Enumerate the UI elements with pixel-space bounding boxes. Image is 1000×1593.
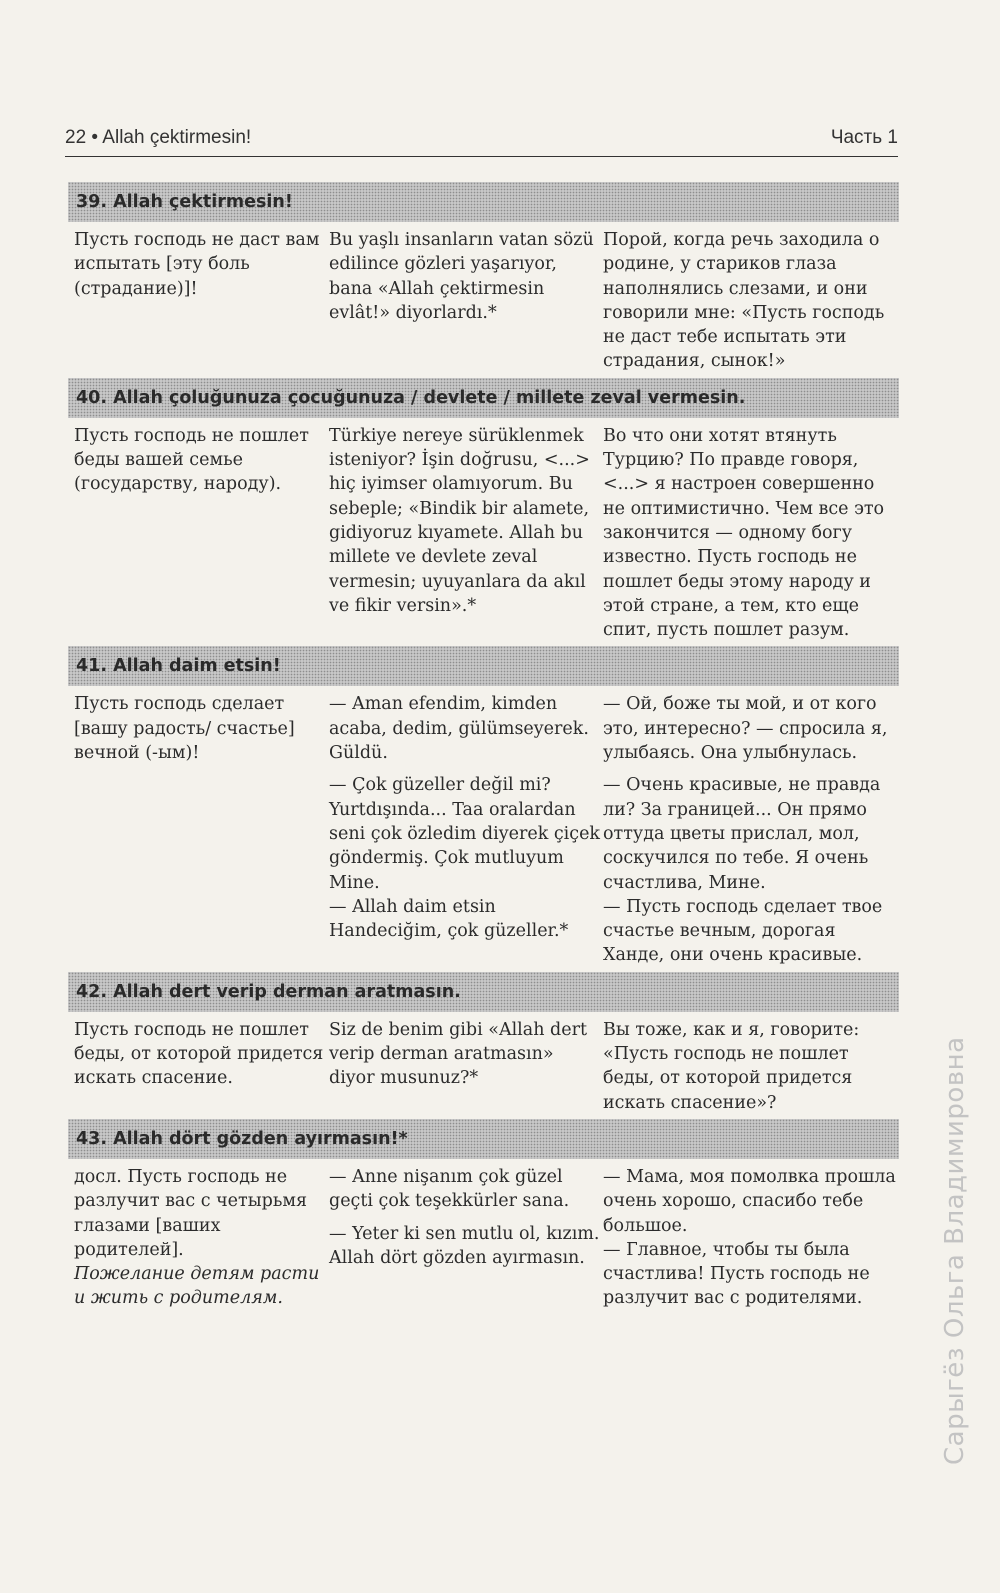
meaning-text: Пусть господь сделает [вашу радость/ счастье] вечной (-ым)! — [74, 694, 295, 764]
entry-row — [68, 222, 899, 378]
russian-translation: — Пусть господь сделает твое счастье вечным, дорогая Ханде, они очень красивые. — [603, 896, 883, 966]
entry-title: 42. Allah dert verip derman aratmasın. — [68, 972, 899, 1012]
entry-row — [68, 1012, 899, 1119]
part-label: Часть 1 — [830, 127, 898, 148]
entry-row — [68, 418, 899, 647]
russian-translation: Порой, когда речь заходила о родине, у стариков глаза наполнялись слезами, и они говорили мне: «Пусть господь не даст тебе испытать эти страдания, сынок!» — [603, 230, 885, 372]
entry-42 — [68, 972, 899, 1119]
entry-40 — [68, 378, 899, 647]
turkish-example-column — [327, 1165, 601, 1311]
turkish-example-column — [327, 1018, 601, 1115]
running-title: 22 • Allah çektirmesin! — [65, 127, 252, 148]
russian-translation-column — [601, 228, 899, 374]
entry-title: 43. Allah dört gözden ayırmasın!* — [68, 1119, 899, 1159]
meaning-column — [68, 424, 327, 643]
meaning-text: Пусть господь не даст вам испытать [эту боль (страдание)]! — [74, 230, 320, 299]
turkish-example: — Allah daim etsin Handeciğim, çok güzeller.* — [329, 896, 569, 942]
turkish-example: — Yeter ki sen mutlu ol, kızım. Allah dört gözden ayırmasın. — [329, 1223, 600, 1268]
russian-translation: — Главное, чтобы ты была счастлива! Пусть господь не разлучит вас с родителями. — [603, 1239, 870, 1309]
meaning-text: досл. Пусть господь не разлучит вас с четырьмя глазами [ваших родителей]. — [74, 1166, 308, 1260]
russian-translation: Вы тоже, как и я, говорите: «Пусть господь не пошлет беды, от которой придется искать спасение»? — [603, 1019, 860, 1113]
meaning-column — [68, 1165, 327, 1311]
entry-title: 39. Allah çektirmesin! — [68, 182, 899, 222]
russian-translation: Во что они хотят втянуть Турцию? По правде говоря, <...> я настроен совершенно не оптимистично. Чем все это закончится — одному богу известно. Пусть господь не пошлет беды этому народу и этой стране, а тем, кто еще спит, пусть пошлет разум. — [603, 425, 885, 641]
russian-translation: — Ой, боже ты мой, и от кого это, интересно? — спросила я, улыбаясь. Она улыбнулась. — [603, 694, 888, 764]
turkish-example: — Çok güzeller değil mi? Yurtdışında... Taa oralardan seni çok özledim diyerek çiçek göndermiş. Çok mutluyum Mine. — [329, 775, 601, 893]
meaning-text: Пусть господь не пошлет беды, от которой придется искать спасение. — [74, 1019, 324, 1089]
turkish-example: Siz de benim gibi «Allah dert verip derman aratmasın» diyor musunuz?* — [329, 1019, 587, 1089]
meaning-column — [68, 692, 327, 967]
meaning-text: Пусть господь не пошлет беды вашей семье (государству, народу). — [74, 425, 309, 495]
russian-translation-column — [601, 692, 899, 967]
russian-translation: — Очень красивые, не правда ли? За границей... Он прямо оттуда цветы прислал, мол, соскучился по тебе. Я очень счастлива, Мине. — [603, 775, 881, 893]
turkish-example: Bu yaşlı insanların vatan sözü edilince gözleri yaşarıyor, bana «Allah çektirmesin evlât!» diyorlardı.* — [329, 230, 594, 323]
russian-translation-column — [601, 1018, 899, 1115]
entry-title: 41. Allah daim etsin! — [68, 646, 899, 686]
turkish-example-column — [327, 228, 601, 374]
entry-43 — [68, 1119, 899, 1315]
turkish-example-column — [327, 424, 601, 643]
usage-note: Пожелание детям расти и жить с родителям. — [74, 1264, 320, 1309]
turkish-example: — Anne nişanım çok güzel geçti çok teşekkürler sana. — [329, 1166, 570, 1212]
turkish-example: — Aman efendim, kimden acaba, dedim, gülümseyerek. Güldü. — [329, 694, 589, 764]
entry-41 — [68, 646, 899, 971]
turkish-example-column — [327, 692, 601, 967]
phrase-table — [68, 182, 899, 1315]
entry-row — [68, 686, 899, 971]
meaning-column — [68, 228, 327, 374]
turkish-example: Türkiye nereye sürüklenmek isteniyor? İşin doğrusu, <...> hiç iyimser olamıyorum. Bu sebeple; «Bindik bir alamete, gidiyoruz kıyamete. Allah bu millete ve devlete zeval vermesin; uyuyanlara da akıl ve fikir versin».* — [329, 425, 590, 616]
russian-translation: — Мама, моя помолвка прошла очень хорошо, спасибо тебе большое. — [603, 1166, 896, 1236]
russian-translation-column — [601, 1165, 899, 1311]
page-header — [65, 122, 898, 157]
russian-translation-column — [601, 424, 899, 643]
entry-row — [68, 1159, 899, 1315]
owner-watermark: Сарыгёз Ольга Владимировна — [940, 1036, 970, 1465]
entry-39 — [68, 182, 899, 378]
meaning-column — [68, 1018, 327, 1115]
entry-title: 40. Allah çoluğunuza çocuğunuza / devlete / millete zeval vermesin. — [68, 378, 899, 418]
